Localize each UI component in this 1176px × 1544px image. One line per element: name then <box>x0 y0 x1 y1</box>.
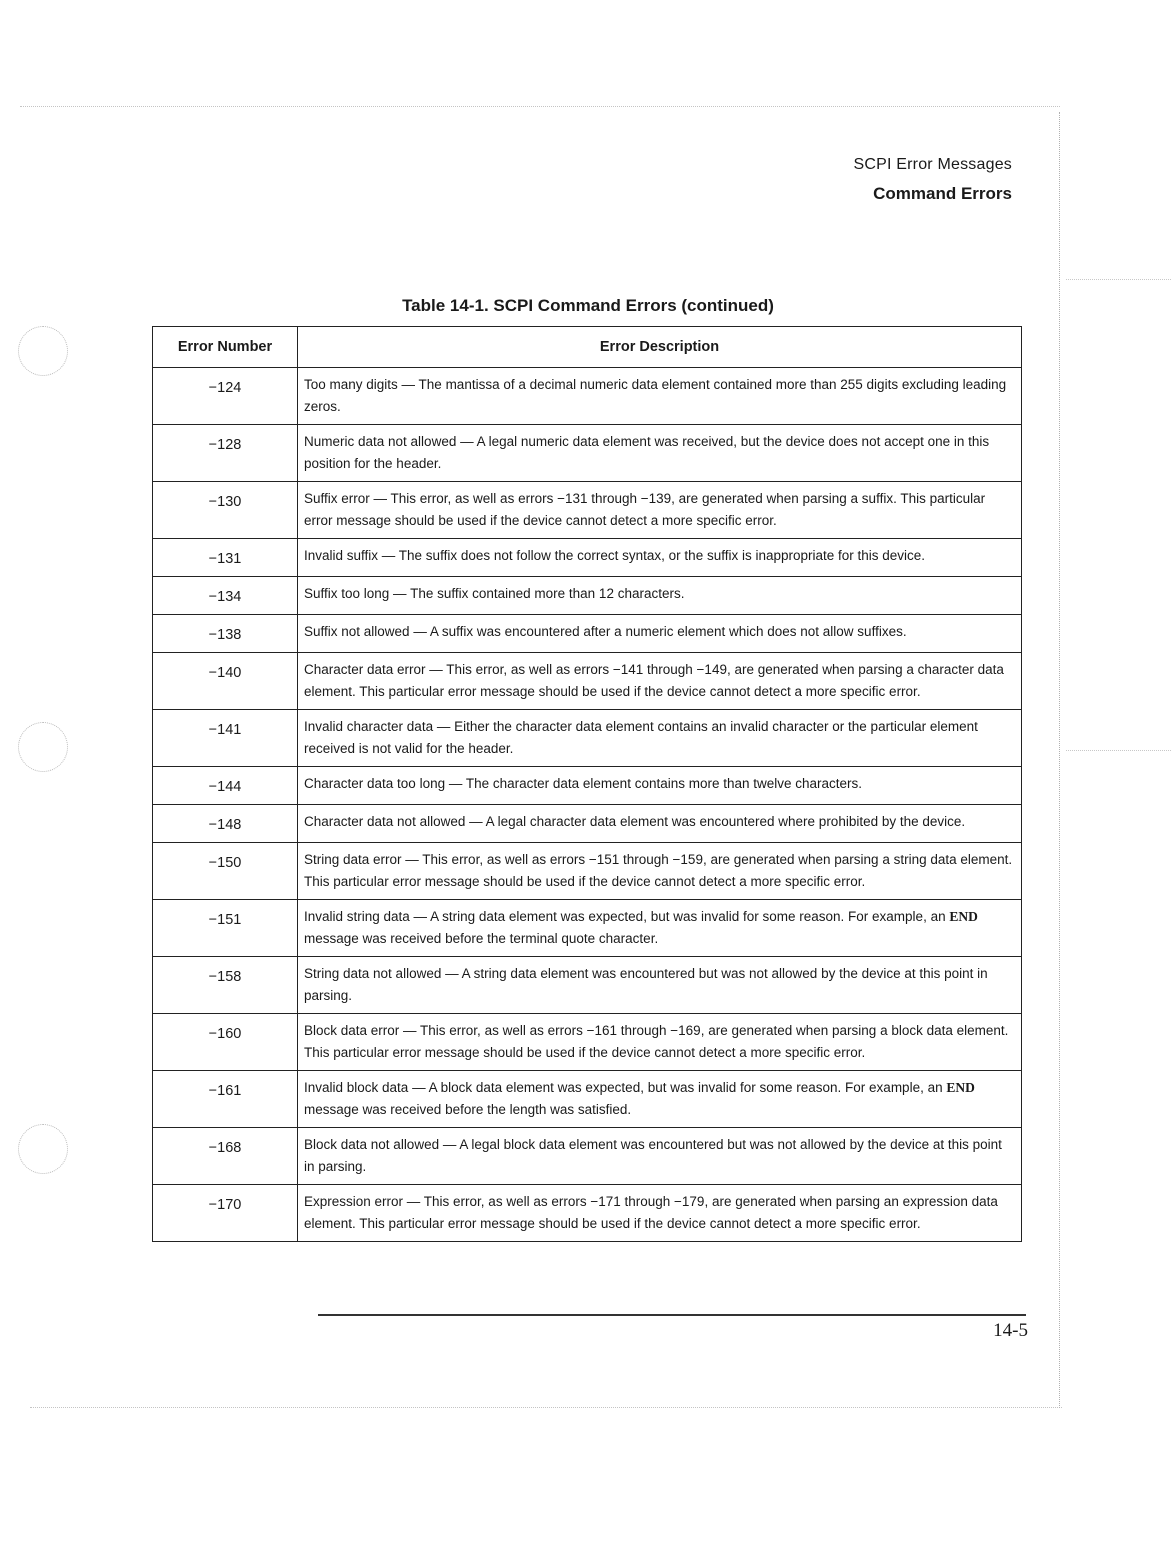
table-row <box>153 539 1022 577</box>
error-description-text: Invalid string data — A string data element was expected, but was invalid for some reason. For example, an <box>304 909 950 924</box>
running-header-title: Command Errors <box>873 184 1012 203</box>
table-row <box>153 1071 1022 1128</box>
error-number: −128 <box>153 425 298 482</box>
error-table-body <box>153 368 1022 1242</box>
table-row <box>153 900 1022 957</box>
table-row <box>153 843 1022 900</box>
error-number: −161 <box>153 1071 298 1128</box>
error-number: −168 <box>153 1128 298 1185</box>
error-number: −148 <box>153 805 298 843</box>
error-description <box>298 615 1022 653</box>
table-row <box>153 805 1022 843</box>
error-description <box>298 900 1022 957</box>
table-row <box>153 1185 1022 1242</box>
table-header-row <box>153 327 1022 368</box>
error-description-text: Block data error — This error, as well as errors −161 through −169, are generated when parsing a block data element. This particular error message should be used if the device cannot detect a more specific error. <box>304 1023 1009 1060</box>
error-description <box>298 805 1022 843</box>
error-description <box>298 767 1022 805</box>
page-number: 14-5 <box>993 1320 1028 1341</box>
table-row <box>153 482 1022 539</box>
error-description-text: Character data error — This error, as well as errors −141 through −149, are generated when parsing a character data element. This particular error message should be used if the device cannot detect a more specific error. <box>304 662 1004 699</box>
error-table <box>152 326 1022 1242</box>
error-description-text: Suffix error — This error, as well as errors −131 through −139, are generated when parsing a suffix. This particular error message should be used if the device cannot detect a more specific error. <box>304 491 986 528</box>
error-number: −141 <box>153 710 298 767</box>
binder-hole-icon <box>18 722 68 772</box>
error-description <box>298 425 1022 482</box>
error-description-text: Invalid character data — Either the character data element contains an invalid character or the particular element received is not valid for the header. <box>304 719 978 756</box>
scan-border-bottom <box>30 1407 1062 1408</box>
table-row <box>153 425 1022 482</box>
table-row <box>153 1128 1022 1185</box>
error-description <box>298 653 1022 710</box>
binder-hole-icon <box>18 326 68 376</box>
error-description-text: Invalid block data — A block data element was expected, but was invalid for some reason. For example, an <box>304 1080 947 1095</box>
error-number: −134 <box>153 577 298 615</box>
scan-border-top <box>20 106 1060 107</box>
error-description <box>298 368 1022 425</box>
error-description-text: Suffix too long — The suffix contained more than 12 characters. <box>304 586 685 601</box>
error-number: −170 <box>153 1185 298 1242</box>
table-row <box>153 710 1022 767</box>
scan-mark <box>1066 279 1171 280</box>
error-description-text: String data error — This error, as well as errors −151 through −159, are generated when parsing a string data element. This particular error message should be used if the device cannot detect a more specific error. <box>304 852 1013 889</box>
error-description-text: message was received before the terminal quote character. <box>304 931 659 946</box>
error-number: −158 <box>153 957 298 1014</box>
error-number: −150 <box>153 843 298 900</box>
error-description <box>298 1128 1022 1185</box>
footer-rule <box>318 1314 1026 1316</box>
column-header-error-number: Error Number <box>153 327 298 368</box>
error-description <box>298 1071 1022 1128</box>
scan-mark <box>1066 750 1171 751</box>
table-row <box>153 957 1022 1014</box>
error-description <box>298 482 1022 539</box>
error-number: −160 <box>153 1014 298 1071</box>
end-keyword: END <box>946 1080 975 1095</box>
error-number: −144 <box>153 767 298 805</box>
error-description-text: Suffix not allowed — A suffix was encountered after a numeric element which does not allow suffixes. <box>304 624 907 639</box>
error-number: −124 <box>153 368 298 425</box>
end-keyword: END <box>949 909 978 924</box>
table-row <box>153 767 1022 805</box>
error-description <box>298 1014 1022 1071</box>
table-row <box>153 577 1022 615</box>
error-description-text: Invalid suffix — The suffix does not follow the correct syntax, or the suffix is inappropriate for this device. <box>304 548 926 563</box>
error-description <box>298 539 1022 577</box>
error-description-text: Too many digits — The mantissa of a decimal numeric data element contained more than 255 digits excluding leading zeros. <box>304 377 1007 414</box>
error-number: −138 <box>153 615 298 653</box>
error-description-text: Numeric data not allowed — A legal numeric data element was received, but the device does not accept one in this position for the header. <box>304 434 990 471</box>
error-description <box>298 577 1022 615</box>
table-row <box>153 368 1022 425</box>
error-description-text: String data not allowed — A string data element was encountered but was not allowed by the device at this point in parsing. <box>304 966 988 1003</box>
error-description <box>298 1185 1022 1242</box>
table-row <box>153 615 1022 653</box>
error-description-text: Character data not allowed — A legal character data element was encountered where prohibited by the device. <box>304 814 966 829</box>
error-description-text: Expression error — This error, as well as errors −171 through −179, are generated when parsing an expression data element. This particular error message should be used if the device cannot detect a more specific error. <box>304 1194 998 1231</box>
error-description-text: message was received before the length was satisfied. <box>304 1102 632 1117</box>
table-row <box>153 1014 1022 1071</box>
running-header-section: SCPI Error Messages <box>853 156 1012 173</box>
error-description <box>298 843 1022 900</box>
error-description-text: Character data too long — The character data element contains more than twelve characters. <box>304 776 863 791</box>
table-caption: Table 14-1. SCPI Command Errors (continued) <box>402 296 774 315</box>
error-description <box>298 957 1022 1014</box>
table-row <box>153 653 1022 710</box>
error-number: −131 <box>153 539 298 577</box>
error-number: −130 <box>153 482 298 539</box>
error-number: −151 <box>153 900 298 957</box>
binder-hole-icon <box>18 1124 68 1174</box>
error-description <box>298 710 1022 767</box>
column-header-error-description: Error Description <box>298 327 1022 368</box>
error-number: −140 <box>153 653 298 710</box>
error-description-text: Block data not allowed — A legal block data element was encountered but was not allowed by the device at this point in parsing. <box>304 1137 1002 1174</box>
